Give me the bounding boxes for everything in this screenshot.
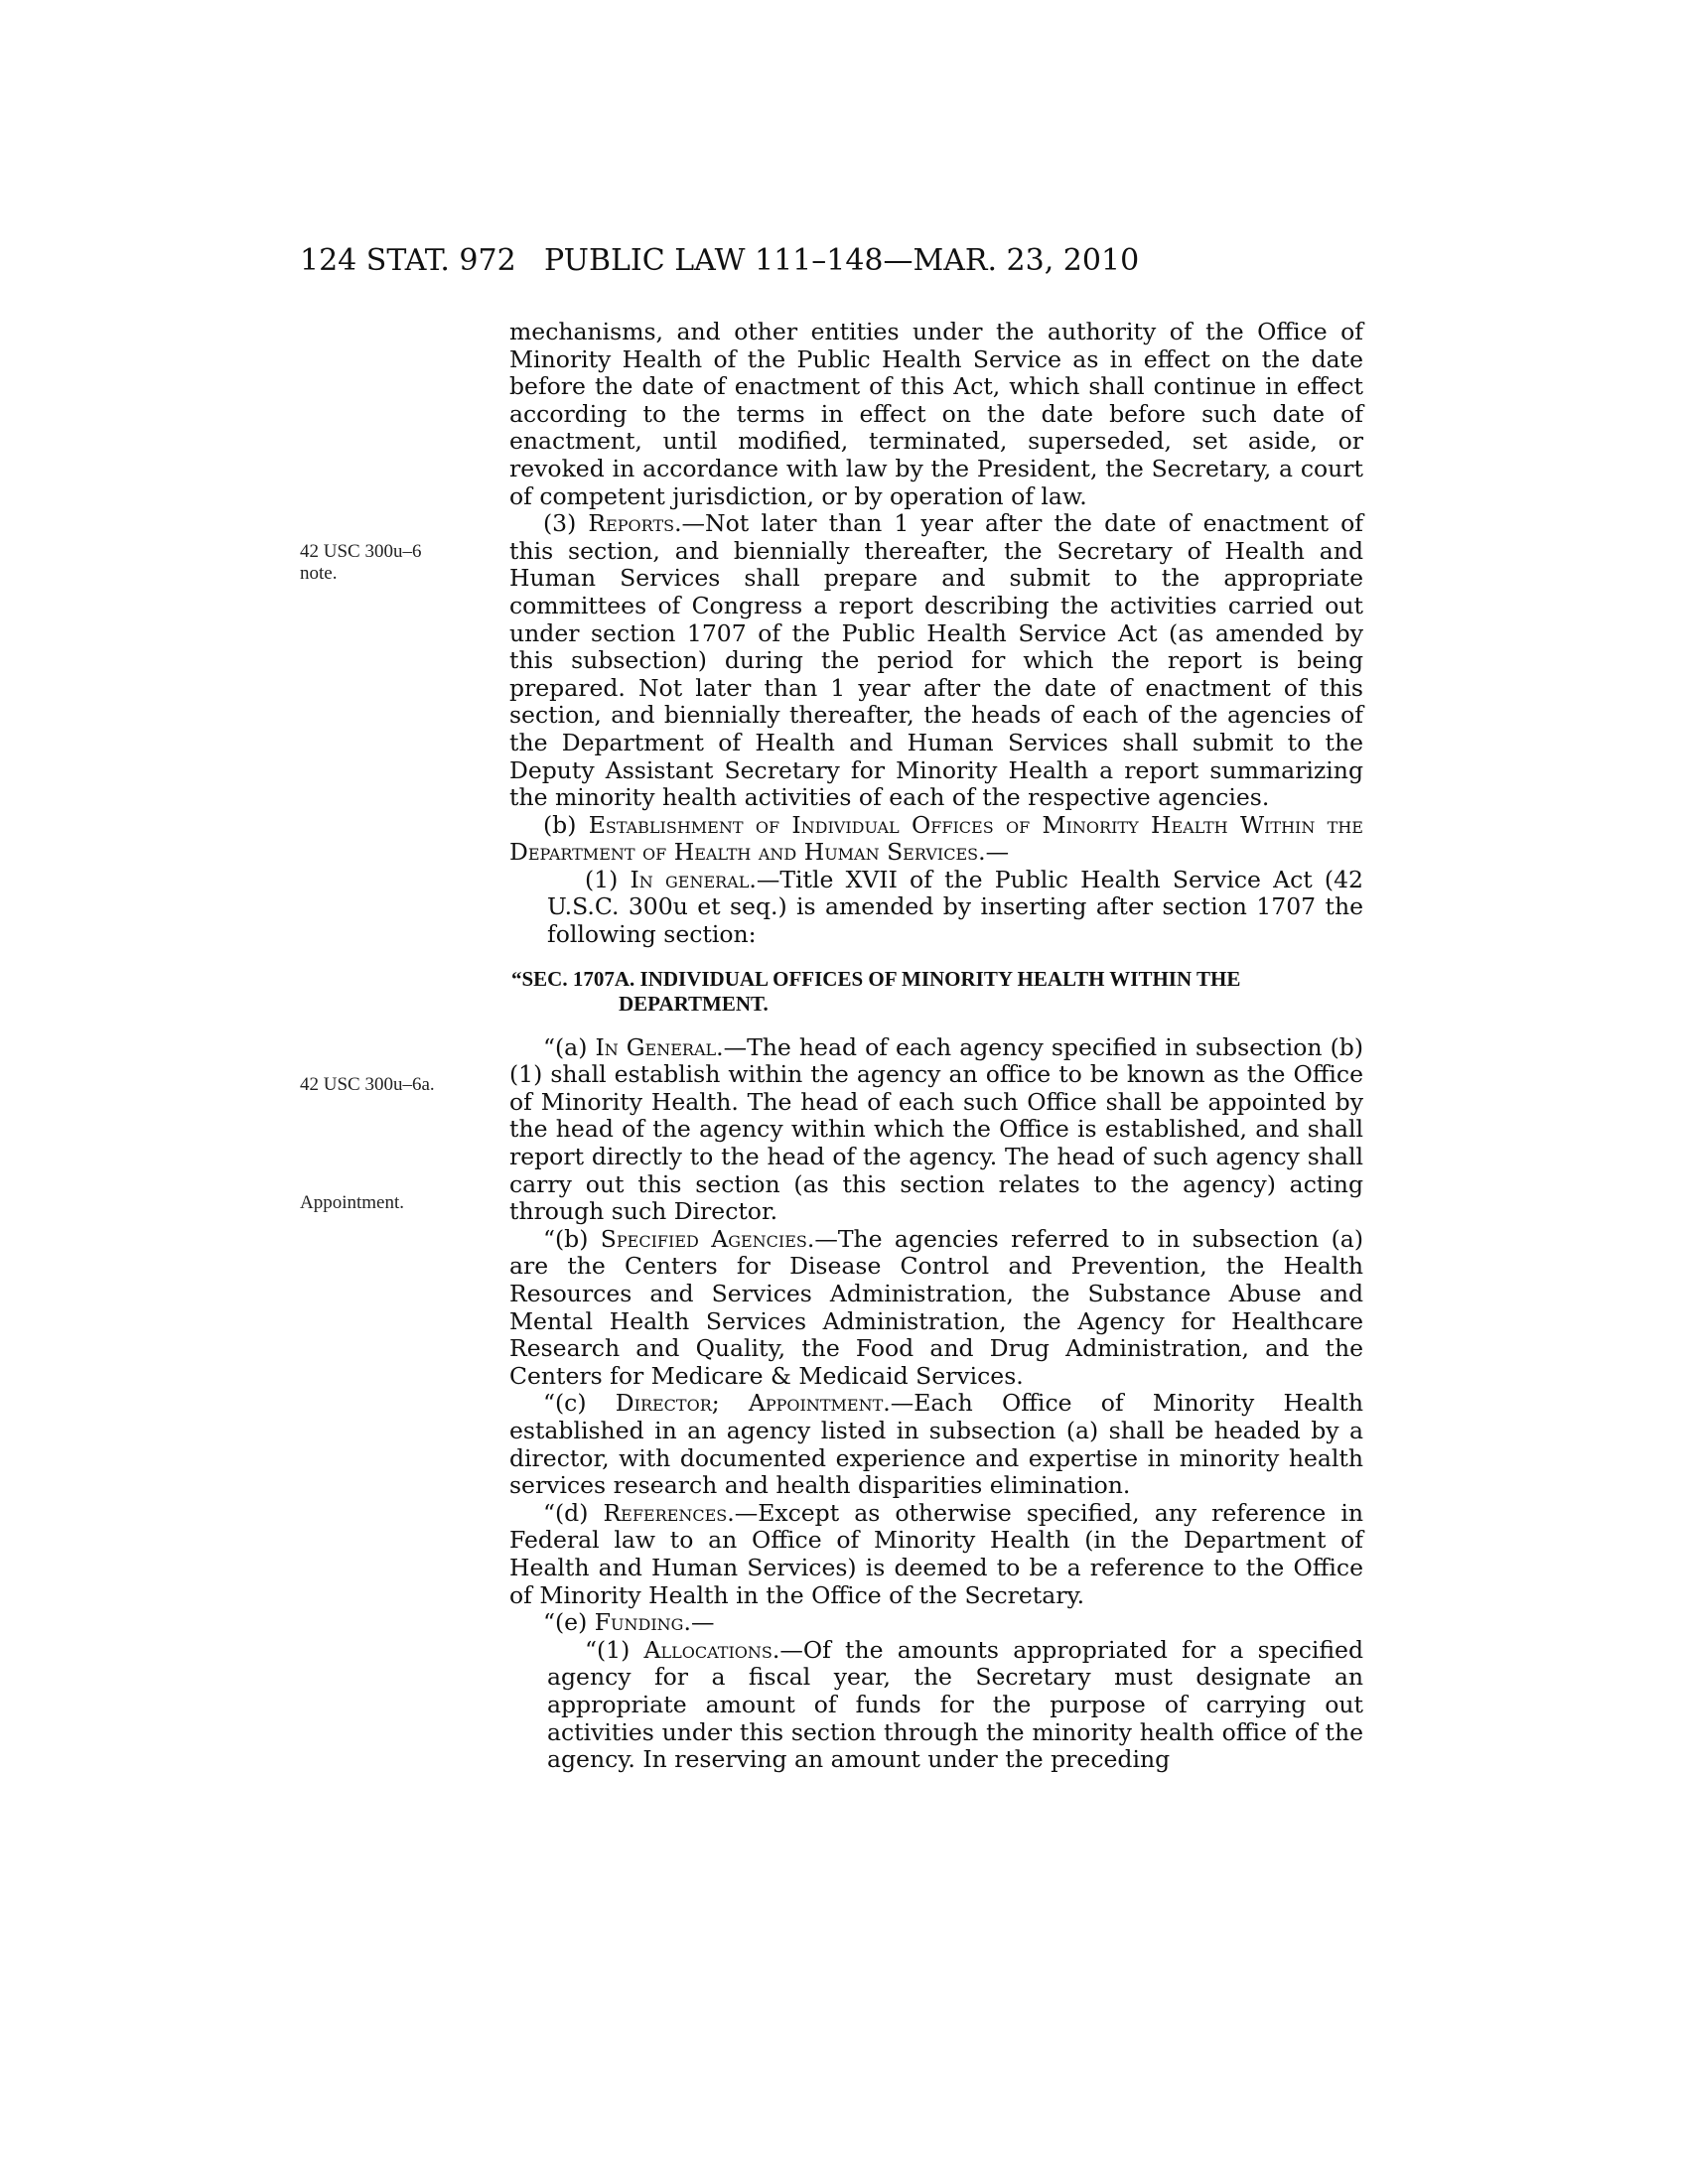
subsection-heading: In General. bbox=[595, 1032, 724, 1061]
margin-note-section-citation: 42 USC 300u–6a. bbox=[300, 1074, 435, 1095]
margin-note-appointment: Appointment. bbox=[300, 1192, 405, 1213]
subsection-b-specified-agencies: “(b) Specified Agencies.—The agencies referred to in subsection (a) are the Centers for Disease Control and Prevention, the Health Resources and Services Administration, the Substance Abuse and Mental Health Services Administration, the Agency for Healthcare Research and Quality, the Food and Drug Administration, and the Centers for Medicare & Medicaid Services. bbox=[509, 1224, 1363, 1390]
paragraph-reports: (3) Reports.—Not later than 1 year after the date of enactment of this section, and biennially thereafter, the Secretary of Health and Human Services shall prepare and submit to the appropriate committees of Congress a report describing the activities carried out under section 1707 of the Public Health Service Act (as amended by this subsection) during the period for which the report is being prepared. Not later than 1 year after the date of enactment of this section, and biennially thereafter, the heads of each of the agencies of the Department of Health and Human Services shall submit to the Deputy Assistant Secretary for Minority Health a report summarizing the minority health activities of each of the respective agencies. bbox=[509, 509, 1363, 812]
subsection-heading: Funding. bbox=[594, 1608, 691, 1637]
margin-note-line: note. bbox=[300, 563, 338, 584]
paragraph-heading: Allocations. bbox=[643, 1635, 780, 1664]
subsection-d-references: “(d) References.—Except as otherwise specified, any reference in Federal law to an Office of Minority Health (in the Department of Health and Human Services) is deemed to be a reference to the Office of Minority Health in the Office of the Secretary. bbox=[509, 1498, 1363, 1609]
continued-paragraph: mechanisms, and other entities under the authority of the Office of Minority Health of the Public Health Service as in effect on the date before the date of enactment of this Act, which shall continue in effect according to the terms in effect on the date before such date of enactment, until modified, terminated, superseded, set aside, or revoked in accordance with law by the President, the Secretary, a court of competent jurisdiction, or by operation of law. bbox=[509, 318, 1363, 510]
paragraph-heading: In general. bbox=[630, 865, 757, 893]
margin-note-usc-citation bbox=[300, 541, 421, 585]
subsection-e-funding: “(e) Funding.— bbox=[543, 1608, 715, 1637]
paragraph-heading: Reports. bbox=[588, 509, 682, 538]
subsection-heading: Establishment of Individual Offices of Minority Health Within the Department of Health and Human Services. bbox=[509, 810, 1363, 867]
subsection-heading: References. bbox=[603, 1498, 735, 1527]
subsection-heading: Specified Agencies. bbox=[600, 1224, 815, 1253]
subsection-b: (b) Establishment of Individual Offices of Minority Health Within the Department of Health and Human Services.— bbox=[509, 810, 1363, 867]
paragraph-in-general: (1) In general.—Title XVII of the Public Health Service Act (42 U.S.C. 300u et seq.) is amended by inserting after section 1707 the following section: bbox=[547, 865, 1364, 949]
subsection-heading: Director; Appointment. bbox=[615, 1389, 891, 1418]
margin-note-line: 42 USC 300u–6 bbox=[300, 541, 422, 562]
statute-page-reference: 124 STAT. 972 bbox=[300, 243, 516, 278]
subsection-c-director: “(c) Director; Appointment.—Each Office of Minority Health established in an agency listed in subsection (a) shall be headed by a director, with documented experience and expertise in minority health services research and health disparities elimination. bbox=[509, 1389, 1363, 1500]
subsection-a-in-general: “(a) In General.—The head of each agency specified in subsection (b)(1) shall establish within the agency an office to be known as the Office of Minority Health. The head of each such Office shall be appointed by the head of the agency within which the Office is established, and shall report directly to the head of the agency. The head of such agency shall carry out this section (as this section relates to the agency) acting through such Director. bbox=[509, 1032, 1363, 1226]
running-head: PUBLIC LAW 111–148—MAR. 23, 2010 bbox=[544, 243, 1140, 278]
statute-body bbox=[509, 319, 1363, 1774]
paragraph-allocations: “(1) Allocations.—Of the amounts appropriated for a specified agency for a fiscal year, the Secretary must designate an appropriate amount of funds for the purpose of carrying out activities under this section through the minority health office of the agency. In reserving an amount under the preceding bbox=[547, 1635, 1363, 1774]
section-heading-1707a: “SEC. 1707A. INDIVIDUAL OFFICES OF MINORITY HEALTH WITHIN THE DEPARTMENT. bbox=[511, 966, 1241, 1016]
